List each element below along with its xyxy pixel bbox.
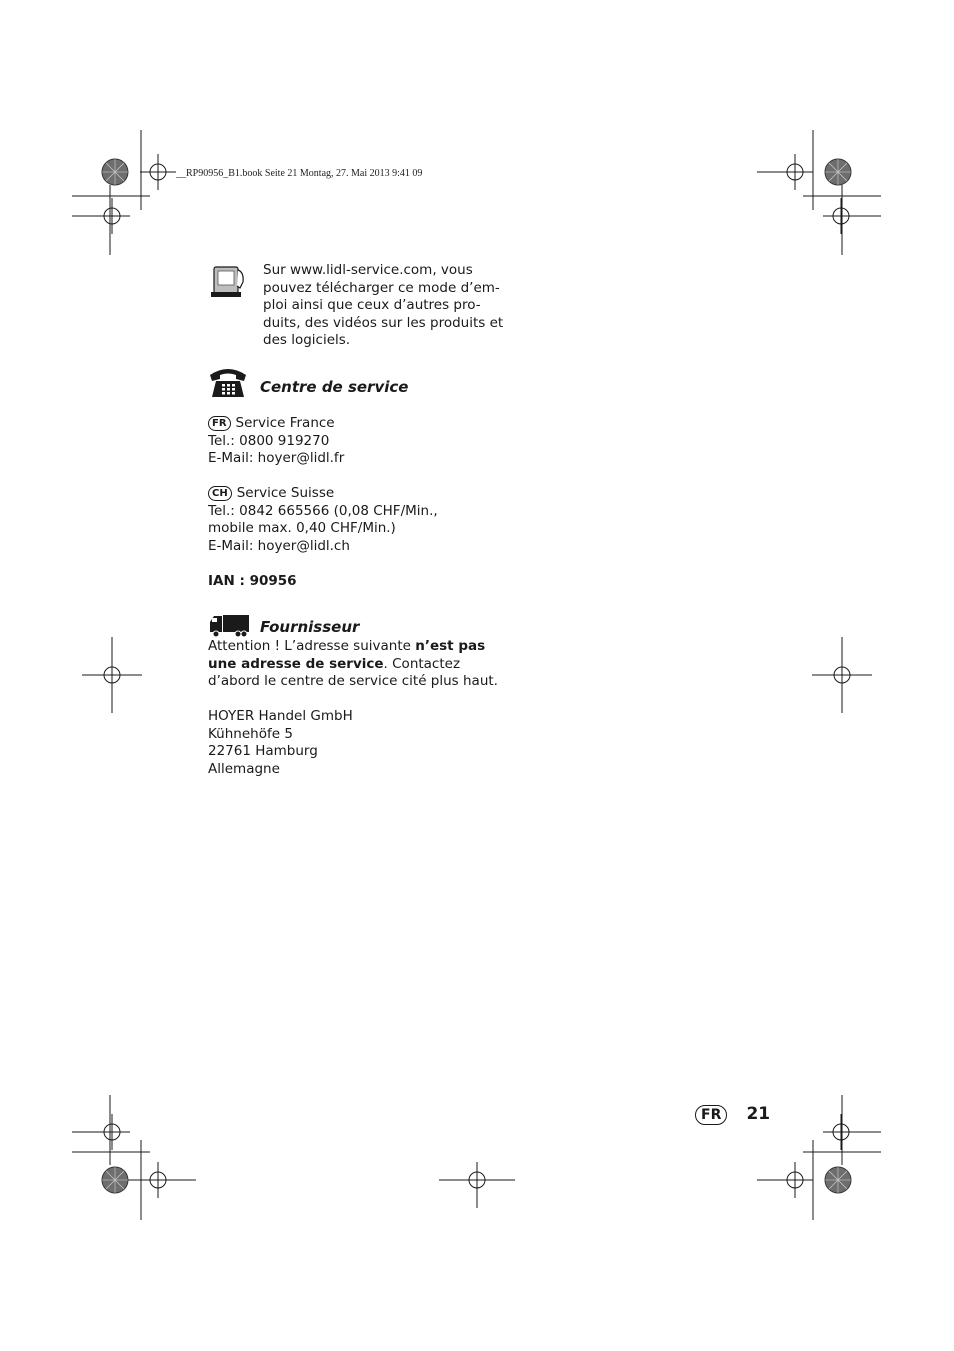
file-info-header: __RP90956_B1.book Seite 21 Montag, 27. Mai 2013 9:41 09 [176,168,423,179]
service-france-name: Service France [235,415,335,431]
fr-badge: FR [208,416,231,431]
download-note-line: Sur www.lidl-service.com, vous [263,262,473,278]
service-suisse-name: Service Suisse [236,485,335,501]
telephone-icon [208,365,248,399]
download-note-line: ploi ainsi que ceux d’autres pro- [263,297,481,313]
language-badge: FR [695,1105,727,1125]
download-note-line: pouvez télécharger ce mode d’em- [263,279,500,296]
download-note [263,262,503,350]
attention-prefix: Attention ! L’adresse suivante [208,638,416,654]
attention-bold-2: une adresse de service [208,655,384,672]
ian-number: IAN : 90956 [208,573,297,589]
ch-badge: CH [208,486,232,501]
service-france-email: E-Mail: hoyer@lidl.fr [208,450,345,466]
service-heading: Centre de service [260,378,409,396]
address-line: Allemagne [208,760,280,777]
attention-bold-1: n’est pas [415,638,486,654]
attention-suffix: . Contactez [383,655,461,672]
supplier-address [208,708,353,778]
supplier-attention [208,638,498,691]
service-france-tel: Tel.: 0800 919270 [208,432,330,449]
address-line: HOYER Handel GmbH [208,708,353,724]
supplier-heading: Fournisseur [260,618,360,636]
page-footer [695,1104,770,1125]
service-suisse-tel2: mobile max. 0,40 CHF/Min.) [208,520,396,536]
address-line: Kühnehöfe 5 [208,725,293,742]
attention-line-3: d’abord le centre de service cité plus haut. [208,673,498,689]
truck-icon [208,614,250,638]
service-suisse-tel: Tel.: 0842 665566 (0,08 CHF/Min., [208,502,438,519]
service-france [208,415,344,468]
service-suisse [208,485,438,555]
address-line: 22761 Hamburg [208,743,318,759]
download-device-icon [210,264,248,300]
download-note-line: des logiciels. [263,332,351,348]
page-number: 21 [746,1104,771,1124]
register-mark [140,154,176,190]
download-note-line: duits, des vidéos sur les produits et [263,314,504,331]
service-suisse-email: E-Mail: hoyer@lidl.ch [208,537,350,554]
